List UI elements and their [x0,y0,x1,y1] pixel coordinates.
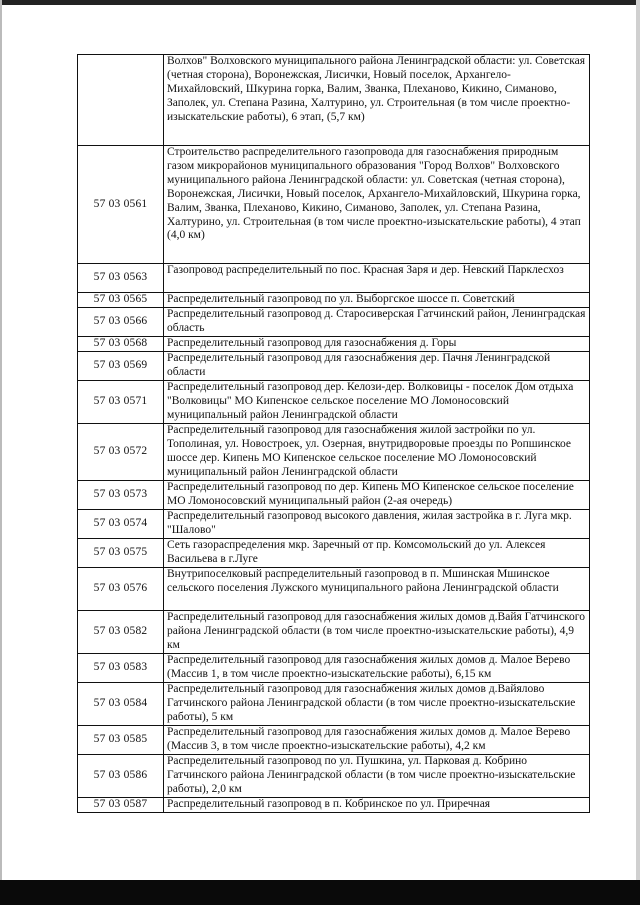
gas-pipeline-registry-table [77,54,590,813]
scan-bottom-edge [0,880,640,905]
table-row [78,798,590,813]
object-code: 57 03 0571 [78,381,164,424]
object-code: 57 03 0574 [78,510,164,539]
object-code: 57 03 0573 [78,481,164,510]
table-row [78,481,590,510]
table-row [78,755,590,798]
object-description: Распределительный газопровод по дер. Кипень МО Кипенское сельское поселение МО Ломоносовский муниципальный район (2-ая очередь) [164,481,590,510]
object-description: Газопровод распределительный по пос. Красная Заря и дер. Невский Парклесхоз [164,264,590,293]
object-description: Распределительный газопровод д. Старосиверская Гатчинский район, Ленинградская область [164,308,590,337]
object-code: 57 03 0565 [78,293,164,308]
table-row [78,424,590,481]
object-code: 57 03 0569 [78,352,164,381]
object-description: Распределительный газопровод для газоснабжения жилой застройки по ул. Тополиная, ул. Новостроек, ул. Озерная, внутридворовые проезды по Ропшинское шоссе дер. Кипень МО Кипенское сельское поселение МО Ломоносовский муниципальный район Ленинградской области [164,424,590,481]
object-code: 57 03 0586 [78,755,164,798]
object-description: Волхов" Волховского муниципального района Ленинградской области: ул. Советская (четная сторона), Воронежская, Лисички, Новый поселок, Архангело-Михайловский, Шкурина горка, Валим, Званка, Плеханово, Кикино, Симаново, Заполек, ул. Степана Разина, Халтурино, ул. Строительная (в том числе проектно-изыскательские работы), 6 этап, (5,7 км) [164,55,590,146]
scan-left-edge [0,0,2,880]
object-description: Распределительный газопровод для газоснабжения д. Горы [164,337,590,352]
object-code: 57 03 0584 [78,683,164,726]
object-description: Сеть газораспределения мкр. Заречный от пр. Комсомольский до ул. Алексея Васильева в г.Луге [164,539,590,568]
table-row [78,539,590,568]
table-row [78,55,590,146]
object-code: 57 03 0583 [78,654,164,683]
table-row [78,293,590,308]
object-description: Распределительный газопровод по ул. Выборгское шоссе п. Советский [164,293,590,308]
object-code: 57 03 0563 [78,264,164,293]
object-code: 57 03 0587 [78,798,164,813]
table-row [78,510,590,539]
object-code: 57 03 0575 [78,539,164,568]
object-code: 57 03 0566 [78,308,164,337]
object-description: Внутрипоселковый распределительный газопровод в п. Мшинская Мшинское сельского поселения Лужского муниципального района Ленинградской области [164,568,590,611]
table-row [78,568,590,611]
table-row [78,683,590,726]
table-row [78,146,590,264]
table-row [78,611,590,654]
table-row [78,726,590,755]
object-description: Распределительный газопровод для газоснабжения жилых домов д.Вайя Гатчинского района Ленинградской области (в том числе проектно-изыскательские работы), 4,9 км [164,611,590,654]
object-code: 57 03 0582 [78,611,164,654]
object-code: 57 03 0572 [78,424,164,481]
object-description: Распределительный газопровод по ул. Пушкина, ул. Парковая д. Кобрино Гатчинского района Ленинградской области (в том числе проектно-изыскательские работы), 2,0 км [164,755,590,798]
scan-top-edge [0,0,640,5]
table-row [78,308,590,337]
scan-right-edge [636,0,640,880]
object-description: Распределительный газопровод для газоснабжения жилых домов д.Вайялово Гатчинского района Ленинградской области (в том числе проектно-изыскательские работы), 5 км [164,683,590,726]
object-code: 57 03 0568 [78,337,164,352]
object-description: Распределительный газопровод высокого давления, жилая застройка в г. Луга мкр. "Шалово" [164,510,590,539]
object-description: Распределительный газопровод для газоснабжения дер. Пачня Ленинградской области [164,352,590,381]
object-code: 57 03 0561 [78,146,164,264]
object-description: Строительство распределительного газопровода для газоснабжения природным газом микрорайонов муниципального образования "Город Волхов" Волховского муниципального района Ленинградской области: ул. Советская (четная сторона), Воронежская, Лисички, Новый поселок, Архангело-Михайловский, Шкурина горка, Валим, Званка, Плеханово, Кикино, Симаново, Заполек, ул. Степана Разина, Халтурино, ул. Строительная (в том числе проектно-изыскательские работы), 4 этап (4,0 км) [164,146,590,264]
object-description: Распределительный газопровод для газоснабжения жилых домов д. Малое Верево (Массив 3, в том числе проектно-изыскательские работы), 4,2 км [164,726,590,755]
table-row [78,654,590,683]
object-code: 57 03 0585 [78,726,164,755]
object-description: Распределительный газопровод в п. Кобринское по ул. Приречная [164,798,590,813]
table-row [78,337,590,352]
table-row [78,264,590,293]
object-code: 57 03 0576 [78,568,164,611]
table-row [78,352,590,381]
object-description: Распределительный газопровод дер. Келози-дер. Волковицы - поселок Дом отдыха "Волковицы" МО Кипенское сельское поселение МО Ломоносовский муниципальный район Ленинградской области [164,381,590,424]
object-code [78,55,164,146]
table-row [78,381,590,424]
object-description: Распределительный газопровод для газоснабжения жилых домов д. Малое Верево (Массив 1, в том числе проектно-изыскательские работы), 6,15 км [164,654,590,683]
